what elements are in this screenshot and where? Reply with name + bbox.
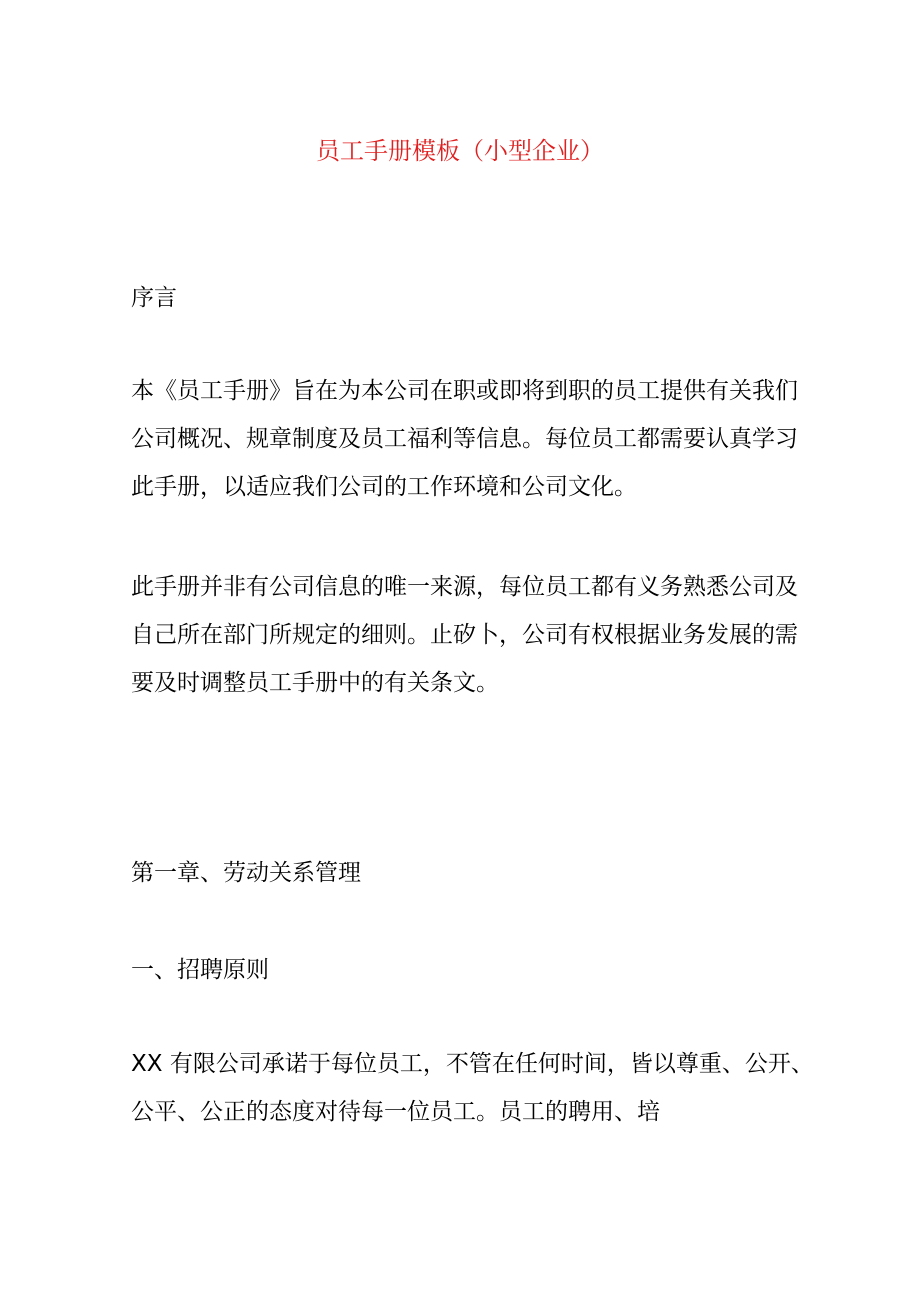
paragraph-line: 此手册，以适应我们公司的工作环境和公司文化。 bbox=[131, 474, 637, 500]
recruitment-paragraph bbox=[131, 1040, 814, 1136]
paragraph-line: 公平、公正的态度对待每一位员工。员工的聘用、培 bbox=[131, 1099, 660, 1125]
section-1-heading: 一、招聘原则 bbox=[131, 957, 269, 983]
preface-paragraph-2 bbox=[131, 563, 811, 707]
paragraph-line: 自己所在部门所规定的细则。止矽卜，公司有权根据业务发展的需 bbox=[131, 622, 798, 648]
paragraph-line: XX 有限公司承诺于每位员工，不管在任何时间，皆以尊重、公开、 bbox=[131, 1051, 814, 1077]
paragraph-line: 此手册并非有公司信息的唯一来源，每位员工都有义务熟悉公司及 bbox=[131, 574, 798, 600]
preface-heading: 序言 bbox=[131, 285, 177, 311]
document-title: 员工手册模板（小型企业） bbox=[316, 137, 604, 165]
preface-paragraph-1 bbox=[131, 367, 811, 511]
paragraph-line: 公司概况、规章制度及员工福利等信息。每位员工都需要认真学习 bbox=[131, 426, 798, 452]
paragraph-line: 要及时调整员工手册中的有关条文。 bbox=[131, 670, 499, 696]
paragraph-line: 本《员工手册》旨在为本公司在职或即将到职的员工提供有关我们 bbox=[131, 378, 798, 404]
chapter-1-heading: 第一章、劳动关系管理 bbox=[131, 860, 361, 886]
